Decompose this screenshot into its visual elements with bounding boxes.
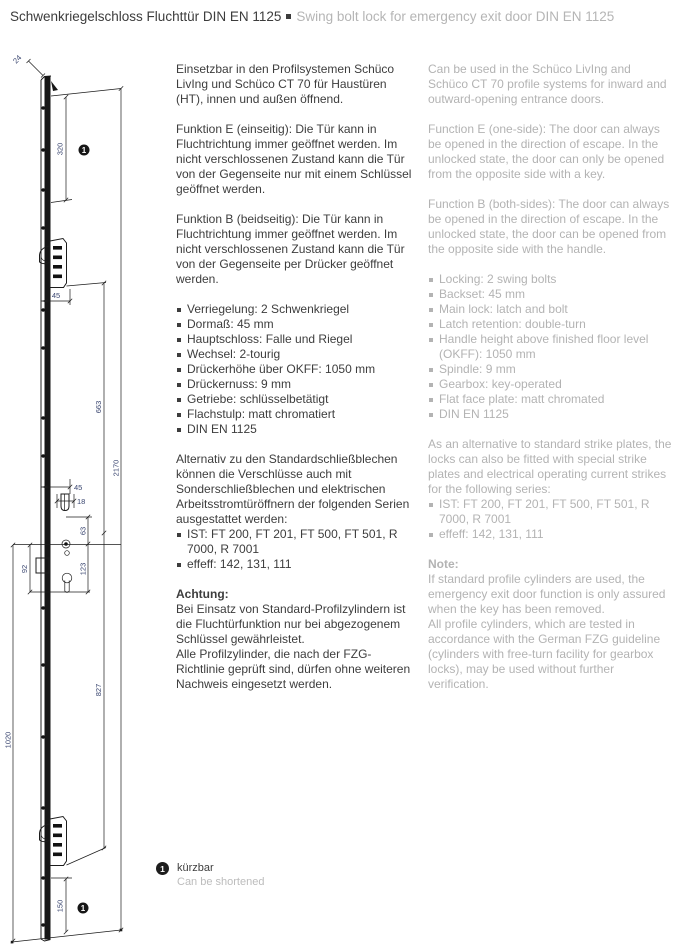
spec-list-de xyxy=(176,302,416,437)
spec-item: Flachstulp: matt chromatiert xyxy=(176,407,416,422)
top-swing-bolt xyxy=(40,239,67,288)
spec-item: Getriebe: schlüsselbetätigt xyxy=(176,392,416,407)
dimension-cylinder-span: 123 xyxy=(78,562,88,576)
spec-item: Spindle: 9 mm xyxy=(428,362,673,377)
screw-holes xyxy=(42,106,45,926)
dimension-total-height: 2170 xyxy=(111,459,121,477)
title-separator-square xyxy=(286,14,291,19)
marker-top-number: 1 xyxy=(81,146,87,155)
marker-bottom-number: 1 xyxy=(80,904,86,913)
series-item: effeff: 142, 131, 111 xyxy=(176,557,416,572)
series-item: IST: FT 200, FT 201, FT 500, FT 501, R 7000, R 7001 xyxy=(176,527,416,557)
english-column xyxy=(428,62,673,692)
spec-item: Main lock: latch and bolt xyxy=(428,302,673,317)
warning-block-de xyxy=(176,587,416,692)
footnote-marker: 1 xyxy=(156,862,169,875)
spec-item: Flat face plate: matt chromated xyxy=(428,392,673,407)
footnote-legend xyxy=(156,861,264,889)
dimension-lower: 827 xyxy=(94,683,103,697)
note-heading-en: Note: xyxy=(428,557,459,571)
marker-top xyxy=(79,145,90,156)
warning-text-2-de: Alle Profilzylinder, die nach der FZG-Richtlinie geprüft sind, dürfen ohne weiteren Nachweis eingesetzt werden. xyxy=(176,647,411,691)
german-column xyxy=(176,62,416,692)
spec-item: Verriegelung: 2 Schwenkriegel xyxy=(176,302,416,317)
footnote-text-de: kürzbar xyxy=(177,862,214,874)
note-block-en xyxy=(428,557,673,692)
spec-item: Dormaß: 45 mm xyxy=(176,317,416,332)
technical-drawing xyxy=(0,50,175,950)
spec-item: Latch retention: double-turn xyxy=(428,317,673,332)
dimension-top-bolt: 320 xyxy=(55,142,65,156)
paragraph-alternative-en: As an alternative to standard strike plates, the locks can also be fitted with special strike plates and electrical operating current strikes for the following series: xyxy=(428,437,672,496)
dimension-backset: 45 xyxy=(74,483,83,492)
warning-heading-de: Achtung: xyxy=(176,587,229,601)
dimension-spindle-cylinder: 92 xyxy=(20,564,29,574)
dimension-faceplate: 18 xyxy=(77,497,86,506)
spec-item: Backset: 45 mm xyxy=(428,287,673,302)
paragraph-usage-en: Can be used in the Schüco LivIng and Schüco CT 70 profile systems for inward and outward-opening entrance doors. xyxy=(428,62,667,106)
spec-item: Gearbox: key-operated xyxy=(428,377,673,392)
spec-item: Drückerhöhe über OKFF: 1050 mm xyxy=(176,362,416,377)
note-text-2-en: All profile cylinders, which are tested in accordance with the German FZG guideline (cylinders with free-turn facility for gearbox locks), may be used without further verification. xyxy=(428,617,661,691)
spec-item: Hauptschloss: Falle und Riegel xyxy=(176,332,416,347)
dimension-bottom: 150 xyxy=(55,899,65,913)
spec-item: Locking: 2 swing bolts xyxy=(428,272,673,287)
dimension-latch-spindle: 63 xyxy=(78,526,88,536)
spec-item: Handle height above finished floor level (OKFF): 1050 mm xyxy=(428,332,673,362)
dimension-lines xyxy=(11,59,123,943)
series-item: IST: FT 200, FT 201, FT 500, FT 501, R 7000, R 7001 xyxy=(428,497,673,527)
strike-series-list-de xyxy=(176,527,416,572)
warning-text-1-de: Bei Einsatz von Standard-Profilzylindern ist die Fluchtürfunktion nur bei abgezogenem Schlüssel gewährleistet. xyxy=(176,602,406,646)
strike-series-list-en xyxy=(428,497,673,542)
footnote-texts xyxy=(177,861,264,889)
dimension-spindle-height: 1020 xyxy=(3,731,13,749)
bottom-swing-bolt xyxy=(40,817,67,866)
footnote-text-en: Can be shortened xyxy=(177,876,265,888)
note-text-1-en: If standard profile cylinders are used, the emergency exit door function is only assured when the key has been removed. xyxy=(428,572,666,616)
paragraph-alternative-de: Alternativ zu den Standardschließblechen können die Verschlüsse auch mit Sonderschließblechen und elektrischen Arbeitsstromtüröffnern der folgenden Serien ausgestattet werden: xyxy=(176,452,410,526)
paragraph-function-b-de: Funktion B (beidseitig): Die Tür kann in Fluchtrichtung immer geöffnet werden. Im nicht verschlossenen Zustand kann die Tür von der Gegenseite per Drücker geöffnet werden. xyxy=(176,212,405,286)
spec-list-en xyxy=(428,272,673,422)
spec-item: Wechsel: 2-tourig xyxy=(176,347,416,362)
marker-bottom xyxy=(78,903,89,914)
spec-item: DIN EN 1125 xyxy=(176,422,416,437)
paragraph-function-e-de: Funktion E (einseitig): Die Tür kann in Fluchtrichtung immer geöffnet werden. Im nicht verschlossenen Zustand kann die Tür von der Gegenseite nur mit einem Schlüssel geöffnet werden. xyxy=(176,122,412,196)
dimension-mid: 663 xyxy=(94,400,103,414)
paragraph-function-b-en: Function B (both-sides): The door can always be opened in the direction of escape. In the unlocked state, the door can be opened from the opposite side with the handle. xyxy=(428,197,670,256)
dimension-plate-width: 24 xyxy=(11,53,24,66)
dimension-bolt-throw: 45 xyxy=(51,291,61,300)
page-title-german: Schwenkriegelschloss Fluchttür DIN EN 1125 xyxy=(10,9,282,24)
page-title xyxy=(10,9,614,24)
page-title-english: Swing bolt lock for emergency exit door DIN EN 1125 xyxy=(296,9,615,24)
series-item: effeff: 142, 131, 111 xyxy=(428,527,673,542)
spec-item: DIN EN 1125 xyxy=(428,407,673,422)
paragraph-usage-de: Einsetzbar in den Profilsystemen Schüco LivIng und Schüco CT 70 für Haustüren (HT), innen und außen öffnend. xyxy=(176,62,395,106)
spec-item: Drückernuss: 9 mm xyxy=(176,377,416,392)
paragraph-function-e-en: Function E (one-side): The door can always be opened in the direction of escape. In the unlocked state, the door can only be opened from the opposite side with a key. xyxy=(428,122,665,181)
